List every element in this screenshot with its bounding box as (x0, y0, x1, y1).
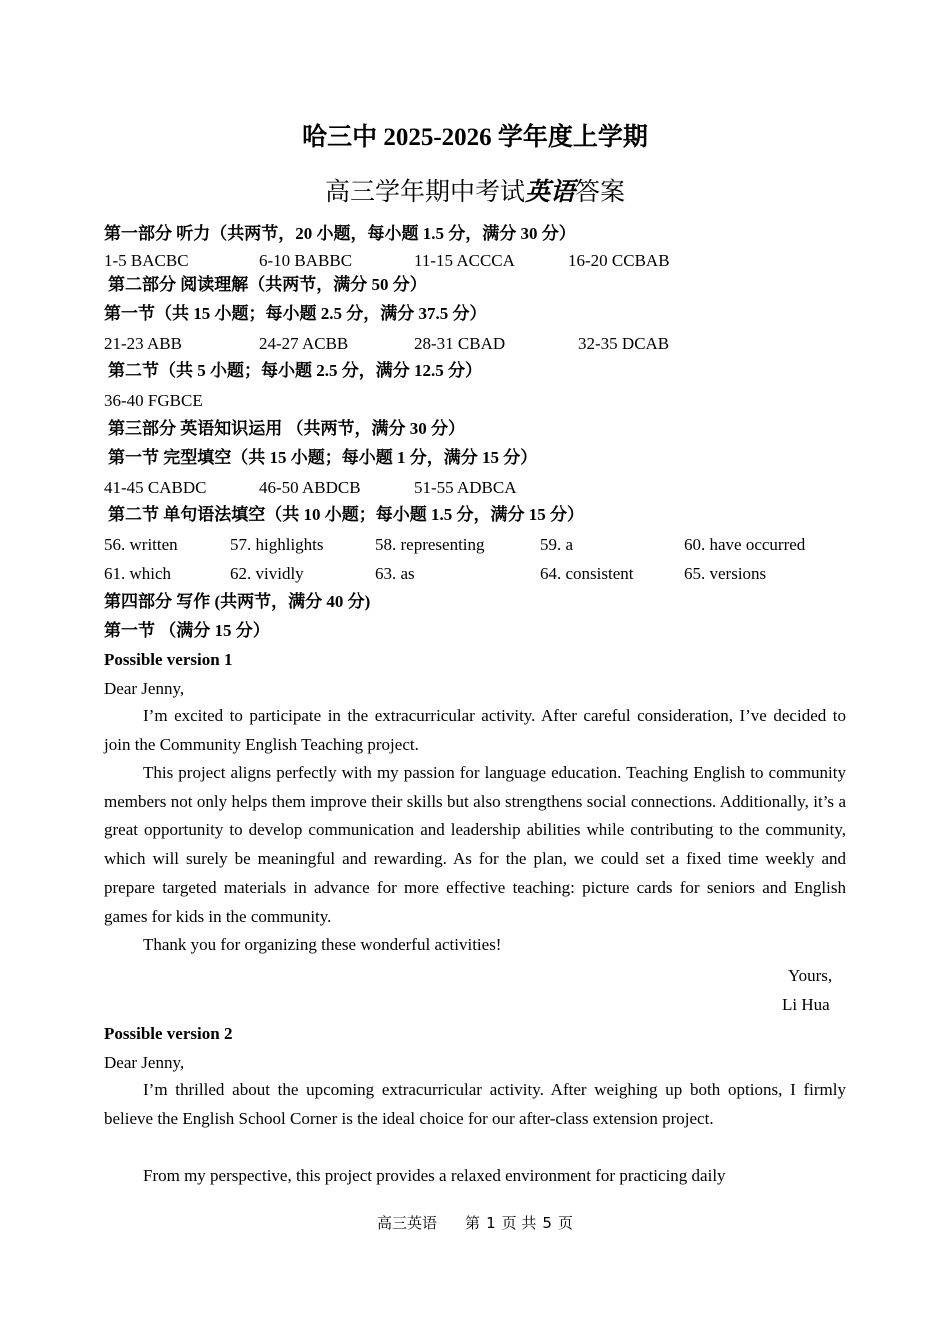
part3-section1-heading: 第一节 完型填空（共 15 小题；每小题 1 分，满分 15 分） (108, 448, 538, 467)
subtitle-suffix: 答案 (575, 179, 626, 206)
part2-section1-heading: 第一节（共 15 小题；每小题 2.5 分，满分 37.5 分） (104, 304, 487, 323)
answer-group: 24-27 ACBB (259, 334, 349, 353)
answer-group: 21-23 ABB (104, 334, 182, 353)
grammar-answer: 60. have occurred (684, 535, 806, 554)
page-subtitle (0, 172, 950, 208)
answer-group: 11-15 ACCCA (414, 251, 515, 270)
footer-page-suffix: 页 (557, 1214, 573, 1232)
page-title: 哈三中 2025-2026 学年度上学期 (302, 124, 648, 151)
part3-section2-heading: 第二节 单句语法填空（共 10 小题；每小题 1.5 分，满分 15 分） (108, 505, 584, 524)
answer-group: 6-10 BABBC (259, 251, 353, 270)
part3-heading: 第三部分 英语知识运用 （共两节，满分 30 分） (108, 419, 465, 438)
grammar-answer: 62. vividly (230, 564, 304, 583)
part2-heading: 第二部分 阅读理解（共两节，满分 50 分） (108, 275, 427, 294)
answer-group: 36-40 FGBCE (104, 391, 203, 410)
grammar-answer: 64. consistent (540, 564, 634, 583)
footer-page-number: 1 (486, 1214, 496, 1232)
version1-paragraph-2: This project aligns perfectly with my passion for language education. Teaching English to community members not only helps them improve their skills but also strengthens social connections. Additionally, it’s a great opportunity to develop communication and leadership abilities while contributing to the community, which will surely be meaningful and rewarding. As for the plan, we could set a fixed time weekly and prepare targeted materials in advance for more effective teaching: picture cards for seniors and English games for kids in the community. (104, 763, 846, 926)
footer-subject: 高三英语 (377, 1214, 438, 1232)
part1-heading: 第一部分 听力（共两节，20 小题，每小题 1.5 分，满分 30 分） (104, 224, 576, 243)
version1-closing: Yours, (788, 966, 833, 985)
grammar-answer: 65. versions (684, 564, 767, 583)
footer-page-total: 5 (542, 1214, 552, 1232)
version1-paragraph-1: I’m excited to participate in the extracurricular activity. After careful consideration, I’ve decided to join the Community English Teaching project. (104, 706, 846, 754)
version1-paragraph-3: Thank you for organizing these wonderful activities! (143, 935, 502, 954)
page-footer (0, 1212, 950, 1233)
version1-signature: Li Hua (782, 995, 830, 1014)
version1-label: Possible version 1 (104, 650, 233, 669)
grammar-answer: 57. highlights (230, 535, 324, 554)
footer-page-prefix: 第 (465, 1214, 481, 1232)
grammar-answer: 61. which (104, 564, 172, 583)
answer-group: 51-55 ADBCA (414, 478, 517, 497)
version2-greeting: Dear Jenny, (104, 1053, 185, 1072)
grammar-answer: 63. as (375, 564, 415, 583)
subtitle-subject: 英语 (524, 179, 575, 206)
grammar-answer: 56. written (104, 535, 178, 554)
version2-paragraph-1: I’m thrilled about the upcoming extracurricular activity. After weighing up both options, I firmly believe the English School Corner is the ideal choice for our after-class extension project. (104, 1080, 846, 1128)
answer-group: 46-50 ABDCB (259, 478, 361, 497)
grammar-answer: 59. a (540, 535, 574, 554)
part4-section1-heading: 第一节 （满分 15 分） (104, 621, 270, 640)
grammar-answer: 58. representing (375, 535, 485, 554)
answer-group: 28-31 CBAD (414, 334, 506, 353)
part4-heading: 第四部分 写作 (共两节，满分 40 分) (104, 592, 371, 611)
answer-group: 1-5 BACBC (104, 251, 189, 270)
subtitle-prefix: 高三学年期中考试 (324, 179, 525, 206)
version2-label: Possible version 2 (104, 1024, 233, 1043)
answer-group: 32-35 DCAB (578, 334, 670, 353)
version1-greeting: Dear Jenny, (104, 679, 185, 698)
part2-section2-heading: 第二节（共 5 小题；每小题 2.5 分，满分 12.5 分） (108, 361, 482, 380)
version2-paragraph-2: From my perspective, this project provides a relaxed environment for practicing daily (143, 1166, 726, 1185)
answer-group: 41-45 CABDC (104, 478, 207, 497)
footer-page-mid: 页 共 (501, 1214, 537, 1232)
answer-group: 16-20 CCBAB (568, 251, 670, 270)
